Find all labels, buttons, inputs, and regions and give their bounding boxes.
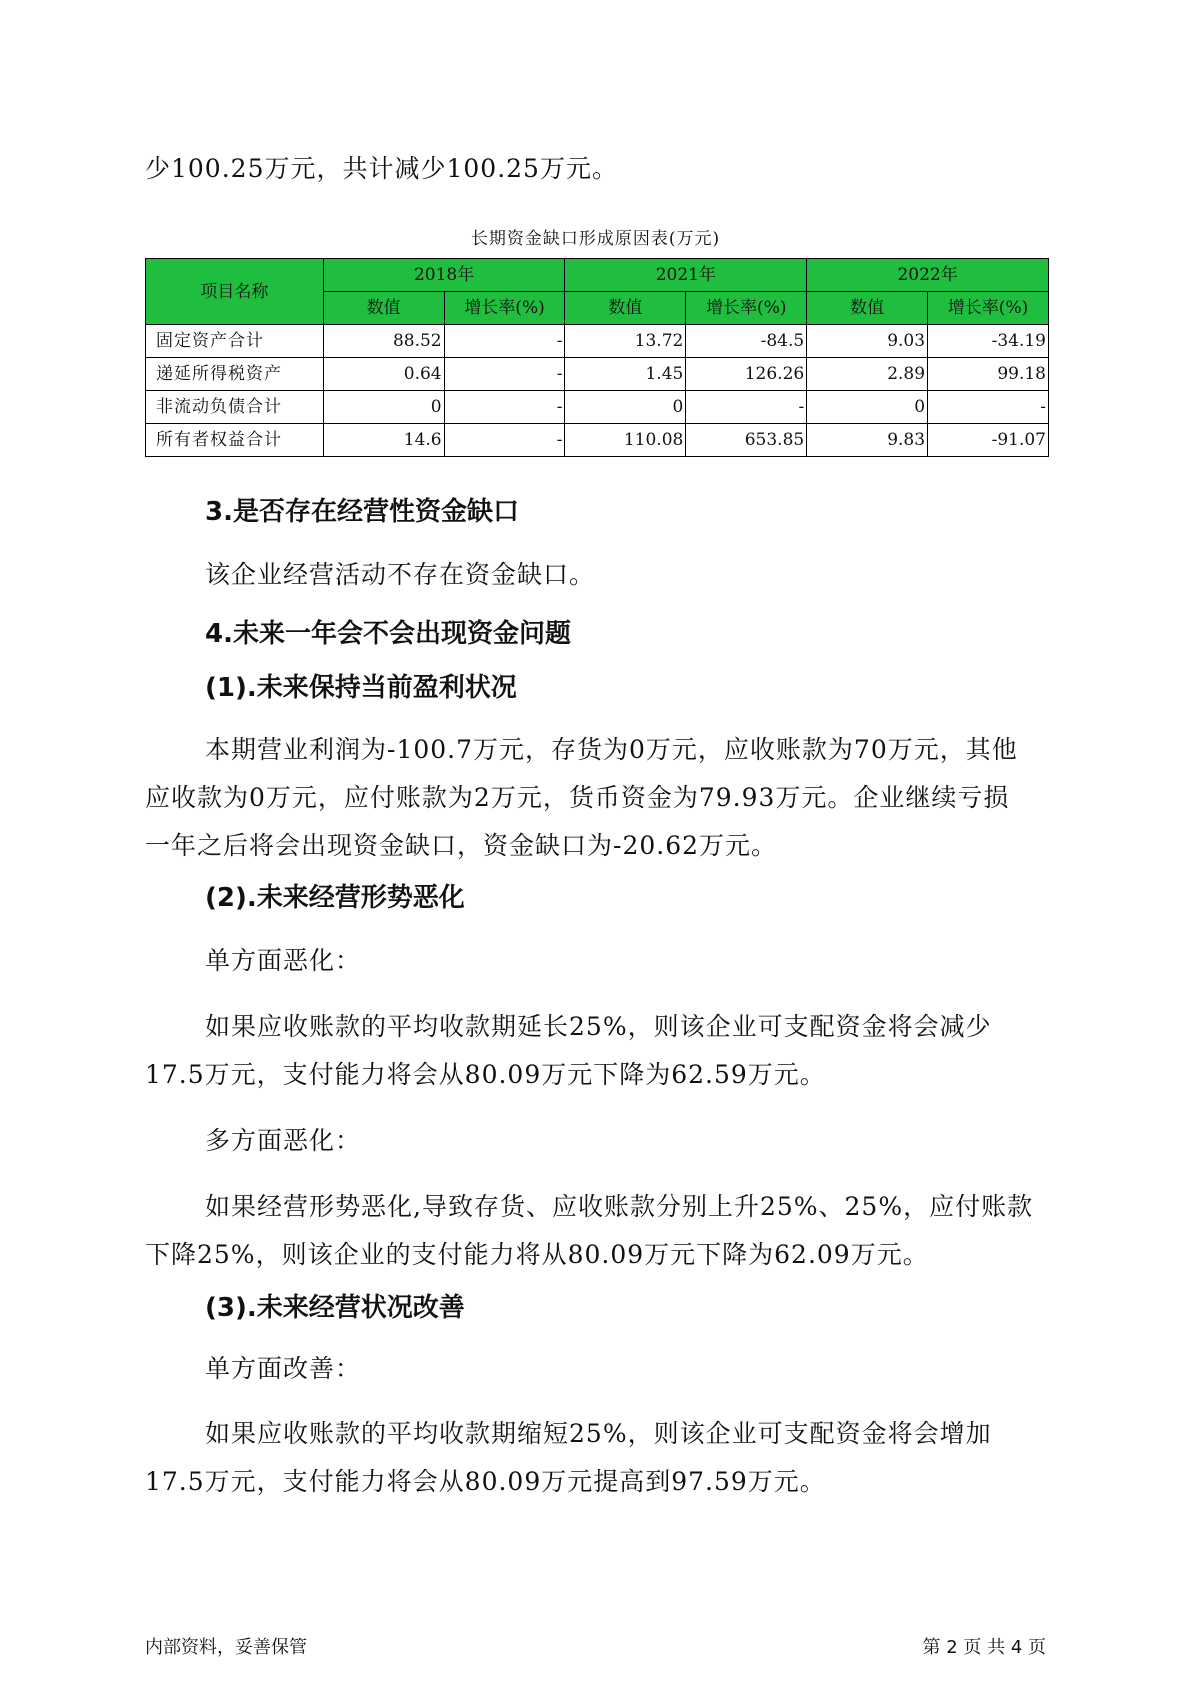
sub3-single-line-2: 17.5万元，支付能力将会从80.09万元提高到97.59万元。	[145, 1467, 826, 1496]
table-cell: 88.52	[323, 325, 444, 358]
footer-confidential: 内部资料，妥善保管	[145, 1637, 307, 1658]
table-cell: 126.26	[686, 358, 807, 391]
table-cell: 1.45	[565, 358, 686, 391]
table-cell: 2.89	[807, 358, 928, 391]
sub3-single-line-1: 如果应收账款的平均收款期缩短25%，则该企业可支配资金将会增加	[205, 1419, 992, 1448]
sub1-line-2: 应收款为0万元，应付账款为2万元，货币资金为79.93万元。企业继续亏损	[145, 783, 1010, 812]
table-cell: 0	[807, 391, 928, 424]
table-cell: -	[444, 391, 565, 424]
sub1-line-3: 一年之后将会出现资金缺口，资金缺口为-20.62万元。	[145, 831, 778, 860]
table-caption: 长期资金缺口形成原因表(万元)	[470, 229, 721, 249]
table-cell: 9.03	[807, 325, 928, 358]
footer-page-number: 第 2 页 共 4 页	[922, 1637, 1046, 1658]
year-header-2018: 2018年	[323, 259, 565, 292]
sub-header-growth: 增长率(%)	[444, 292, 565, 325]
sub-header-value: 数值	[807, 292, 928, 325]
row-name: 非流动负债合计	[146, 391, 324, 424]
sub2-single-line-1: 如果应收账款的平均收款期延长25%，则该企业可支配资金将会减少	[205, 1012, 992, 1041]
table-cell: -91.07	[928, 424, 1049, 457]
sub-header-growth: 增长率(%)	[686, 292, 807, 325]
table-cell: -	[444, 424, 565, 457]
table-cell: 653.85	[686, 424, 807, 457]
table-row	[146, 424, 1049, 457]
table-cell: 14.6	[323, 424, 444, 457]
table-cell: -	[444, 325, 565, 358]
section4-heading: 4.未来一年会不会出现资金问题	[205, 619, 571, 649]
table-cell: -	[928, 391, 1049, 424]
table-cell: 99.18	[928, 358, 1049, 391]
table-cell: 13.72	[565, 325, 686, 358]
table-row	[146, 358, 1049, 391]
table-row	[146, 325, 1049, 358]
sub3-single-label: 单方面改善：	[205, 1354, 362, 1383]
table-year-header-row	[146, 259, 1049, 292]
sub1-line-1: 本期营业利润为-100.7万元，存货为0万元，应收账款为70万元，其他	[205, 735, 1018, 764]
table-cell: -84.5	[686, 325, 807, 358]
sub-header-value: 数值	[323, 292, 444, 325]
row-name: 固定资产合计	[146, 325, 324, 358]
table-row	[146, 391, 1049, 424]
table-cell: -	[686, 391, 807, 424]
year-header-2021: 2021年	[565, 259, 807, 292]
table-cell: -34.19	[928, 325, 1049, 358]
table-cell: 0	[323, 391, 444, 424]
funding-gap-table	[145, 258, 1049, 457]
sub2-multi-label: 多方面恶化：	[205, 1126, 362, 1155]
row-name: 递延所得税资产	[146, 358, 324, 391]
intro-line: 少100.25万元，共计减少100.25万元。	[145, 154, 618, 183]
table-cell: 0.64	[323, 358, 444, 391]
sub-header-value: 数值	[565, 292, 686, 325]
table-corner-header: 项目名称	[146, 259, 324, 325]
table-cell: 110.08	[565, 424, 686, 457]
sub2-multi-line-1: 如果经营形势恶化,导致存货、应收账款分别上升25%、25%，应付账款	[205, 1192, 1034, 1221]
year-header-2022: 2022年	[807, 259, 1049, 292]
table-cell: 0	[565, 391, 686, 424]
sub1-heading: (1).未来保持当前盈利状况	[205, 673, 517, 703]
sub2-multi-line-2: 下降25%，则该企业的支付能力将从80.09万元下降为62.09万元。	[145, 1240, 929, 1269]
sub-header-growth: 增长率(%)	[928, 292, 1049, 325]
table-cell: -	[444, 358, 565, 391]
sub2-heading: (2).未来经营形势恶化	[205, 883, 465, 913]
table-cell: 9.83	[807, 424, 928, 457]
section3-text: 该企业经营活动不存在资金缺口。	[205, 560, 596, 589]
sub2-single-line-2: 17.5万元，支付能力将会从80.09万元下降为62.59万元。	[145, 1060, 826, 1089]
section3-heading: 3.是否存在经营性资金缺口	[205, 497, 519, 527]
sub2-single-label: 单方面恶化：	[205, 946, 362, 975]
row-name: 所有者权益合计	[146, 424, 324, 457]
sub3-heading: (3).未来经营状况改善	[205, 1293, 465, 1323]
